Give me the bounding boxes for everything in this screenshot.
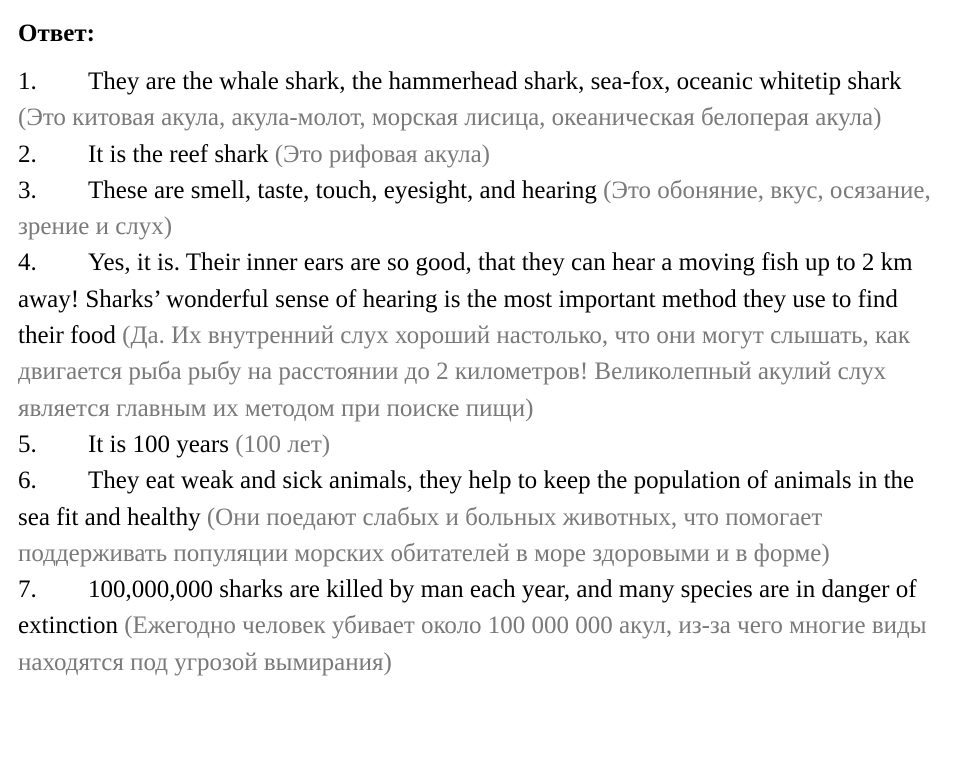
answer-item-6 [18,463,940,572]
answer-item-3 [18,173,940,246]
answer-item-5 [18,427,940,463]
answer-list [18,64,940,681]
answer-russian: (Это рифовая акула) [274,140,490,168]
answer-russian: (Это китовая акула, акула-молот, морская лисица, океаническая белоперая акула) [18,104,882,132]
answer-english: It is 100 years [88,430,229,458]
answer-item-4 [18,245,940,426]
answer-russian: (Да. Их внутренний слух хороший настолько, что они могут слышать, как двигается рыба рыбу на расстоянии до 2 километров! Великолепный акулий слух является главным их методом при поиске пищи) [18,322,910,422]
answer-english: They eat weak and sick animals, they help to keep the population of animals in the sea fit and healthy [18,467,915,531]
answer-english: It is the reef shark [88,140,269,168]
answer-number: 3. [18,176,37,204]
answer-english: Yes, it is. Their inner ears are so good, that they can hear a moving fish up to 2 km away! Sharks’ wonderful sense of hearing is the most important method they use to find their food [18,249,913,350]
answer-english: 100,000,000 sharks are killed by man each year, and many species are in danger of extinction [18,576,917,640]
answer-item-2 [18,137,940,173]
answer-item-7 [18,572,940,681]
answer-number: 1. [18,68,37,95]
answer-russian: (Это обоняние, вкус, осязание, зрение и слух) [18,176,931,241]
answer-number: 2. [18,140,37,168]
answer-russian: (100 лет) [235,430,331,458]
answer-number: 6. [18,467,37,495]
answer-english: These are smell, taste, touch, eyesight, and hearing [88,176,597,204]
answer-number: 5. [18,430,37,458]
answer-english: They are the whale shark, the hammerhead shark, sea-fox, oceanic whitetip shark [88,68,902,95]
answer-heading: Ответ: [18,20,95,47]
answer-russian: (Ежегодно человек убивает около 100 000 000 акул, из-за чего многие виды находятся под угрозой вымирания) [18,612,927,676]
answer-item-1 [18,64,940,137]
answer-number: 7. [18,576,37,604]
answer-russian: (Они поедают слабых и больных животных, что помогает поддерживать популяции морских обитателей в море здоровыми и в форме) [18,503,830,567]
answer-number: 4. [18,249,37,277]
